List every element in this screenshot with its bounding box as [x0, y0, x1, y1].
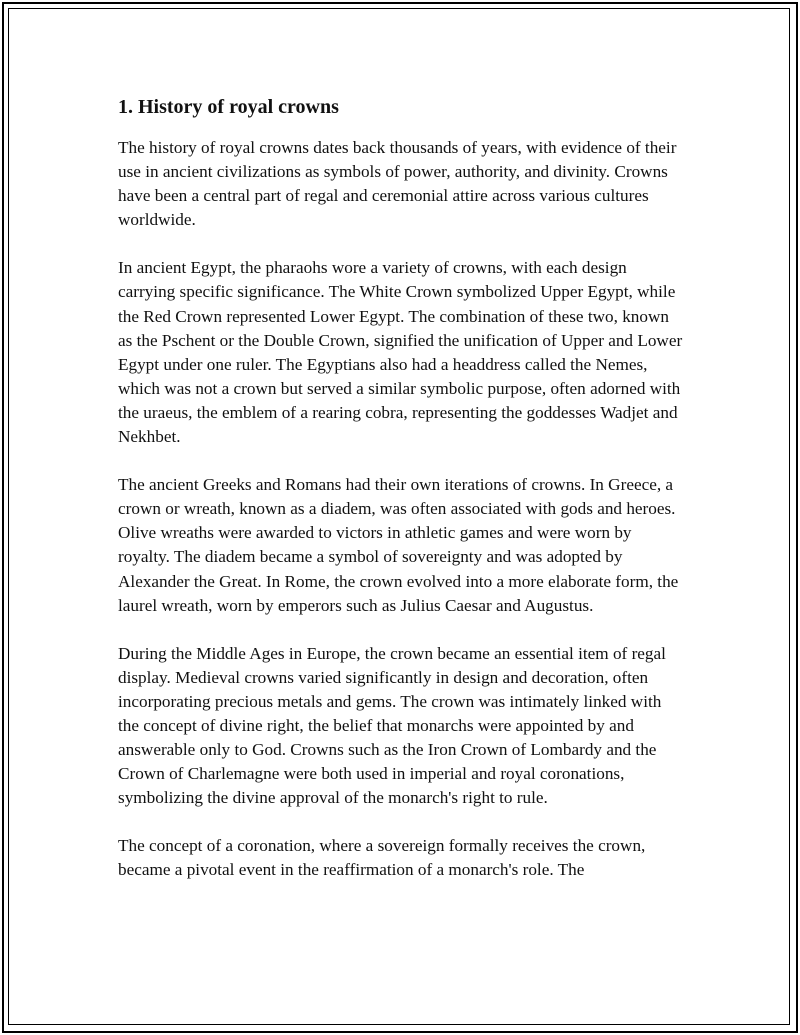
section-heading: 1. History of royal crowns	[118, 96, 339, 118]
document-page	[118, 93, 686, 907]
paragraph-coronation: The concept of a coronation, where a sovereign formally receives the crown, became a pivotal event in the reaffirmation of a monarch's role. The	[118, 836, 646, 880]
paragraph-egypt: In ancient Egypt, the pharaohs wore a variety of crowns, with each design carrying specific significance. The White Crown symbolized Upper Egypt, while the Red Crown represented Lower Egypt. The combination of these two, known as the Pschent or the Double Crown, signified the unification of Upper and Lower Egypt under one ruler. The Egyptians also had a headdress called the Nemes, which was not a crown but served a similar symbolic purpose, often adorned with the uraeus, the emblem of a rearing cobra, representing the goddesses Wadjet and Nekhbet.	[118, 258, 683, 447]
paragraph-middle-ages: During the Middle Ages in Europe, the crown became an essential item of regal display. Medieval crowns varied significantly in design and decoration, often incorporating precious metals and gems. The crown was intimately linked with the concept of divine right, the belief that monarchs were appointed by and answerable only to God. Crowns such as the Iron Crown of Lombardy and the Crown of Charlemagne were both used in imperial and royal coronations, symbolizing the divine approval of the monarch's right to rule.	[118, 643, 666, 808]
paragraph-greece-rome: The ancient Greeks and Romans had their own iterations of crowns. In Greece, a crown or wreath, known as a diadem, was often associated with gods and heroes. Olive wreaths were awarded to victors in athletic games and were worn by royalty. The diadem became a symbol of sovereignty and was adopted by Alexander the Great. In Rome, the crown evolved into a more elaborate form, the laurel wreath, worn by emperors such as Julius Caesar and Augustus.	[118, 475, 679, 615]
paragraph-intro: The history of royal crowns dates back thousands of years, with evidence of their use in ancient civilizations as symbols of power, authority, and divinity. Crowns have been a central part of regal and ceremonial attire across various cultures worldwide.	[118, 138, 677, 230]
